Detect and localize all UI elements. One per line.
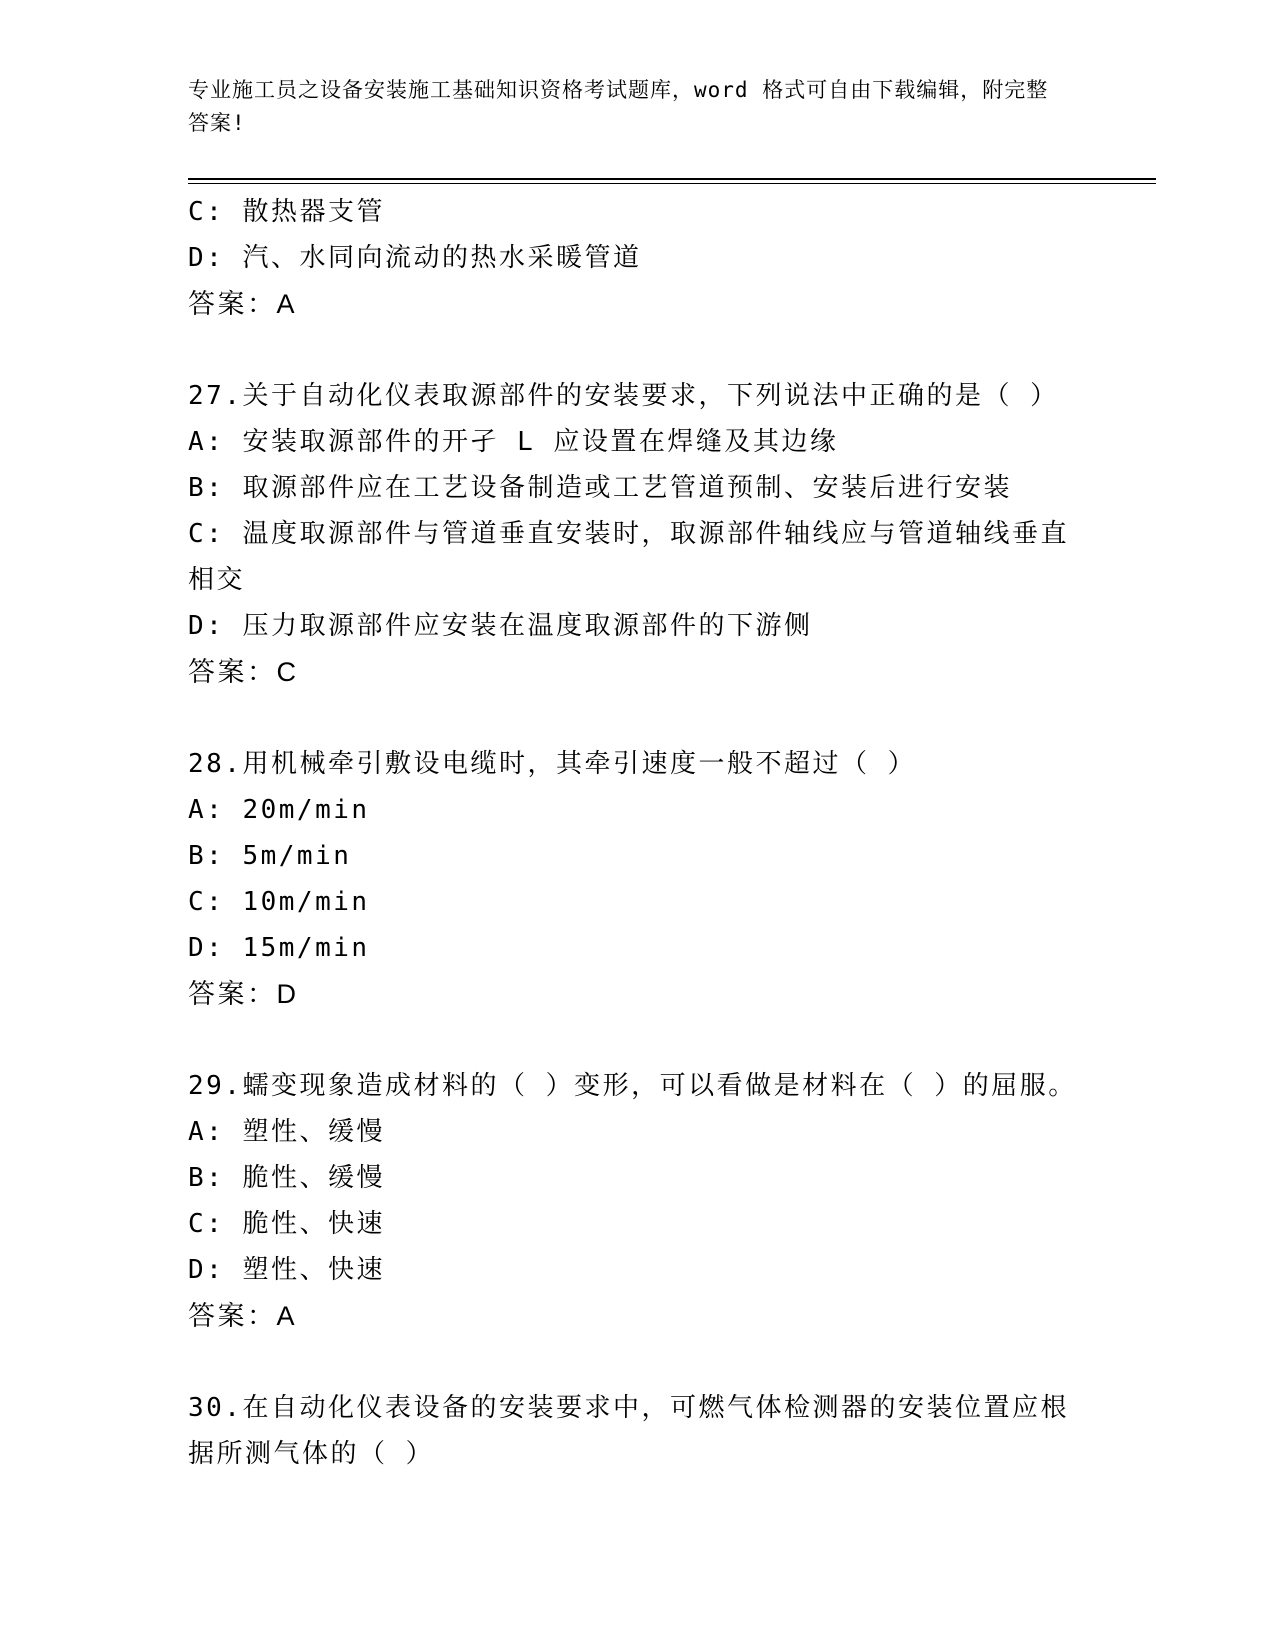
- option-line: C: 脆性、快速: [188, 1209, 385, 1239]
- question-stem: 27.关于自动化仪表取源部件的安装要求，下列说法中正确的是（ ）: [188, 381, 1059, 411]
- question-block: [188, 1385, 1088, 1477]
- option-line: B: 脆性、缓慢: [188, 1163, 385, 1193]
- option-line: C: 散热器支管: [188, 197, 385, 227]
- answer-line: 答案：A: [188, 1301, 298, 1331]
- question-block: [188, 1063, 1088, 1339]
- question-block: [188, 189, 1088, 327]
- block-spacer: [188, 327, 1088, 373]
- question-stem: 29.蠕变现象造成材料的（ ）变形，可以看做是材料在（ ）的屈服。: [188, 1071, 1077, 1101]
- block-spacer: [188, 695, 1088, 741]
- question-stem: 30.在自动化仪表设备的安装要求中，可燃气体检测器的安装位置应根据所测气体的（ ）: [188, 1393, 1069, 1469]
- block-spacer: [188, 1017, 1088, 1063]
- option-line: D: 塑性、快速: [188, 1255, 385, 1285]
- option-line: D: 汽、水同向流动的热水采暖管道: [188, 243, 642, 273]
- option-line: A: 塑性、缓慢: [188, 1117, 385, 1147]
- option-line: C: 温度取源部件与管道垂直安装时，取源部件轴线应与管道轴线垂直相交: [188, 519, 1069, 595]
- answer-line: 答案：C: [188, 657, 299, 687]
- question-stem: 28.用机械牵引敷设电缆时，其牵引速度一般不超过（ ）: [188, 749, 917, 779]
- option-line: D: 15m/min: [188, 933, 370, 963]
- option-line: D: 压力取源部件应安装在温度取源部件的下游侧: [188, 611, 813, 641]
- answer-line: 答案：D: [188, 979, 299, 1009]
- header-rule-thick: [188, 178, 1156, 180]
- question-block: [188, 741, 1088, 1017]
- option-line: B: 5m/min: [188, 841, 352, 871]
- option-line: A: 安装取源部件的开孑 L 应设置在焊缝及其边缘: [188, 427, 839, 457]
- question-block: [188, 373, 1088, 695]
- document-header: 专业施工员之设备安装施工基础知识资格考试题库，word 格式可自由下载编辑，附完整答案!: [188, 78, 1049, 135]
- option-line: A: 20m/min: [188, 795, 370, 825]
- question-content: [188, 189, 1088, 1477]
- option-line: B: 取源部件应在工艺设备制造或工艺管道预制、安装后进行安装: [188, 473, 1012, 503]
- block-spacer: [188, 1339, 1088, 1385]
- header-rule-thin: [188, 183, 1156, 184]
- answer-line: 答案：A: [188, 289, 298, 319]
- option-line: C: 10m/min: [188, 887, 370, 917]
